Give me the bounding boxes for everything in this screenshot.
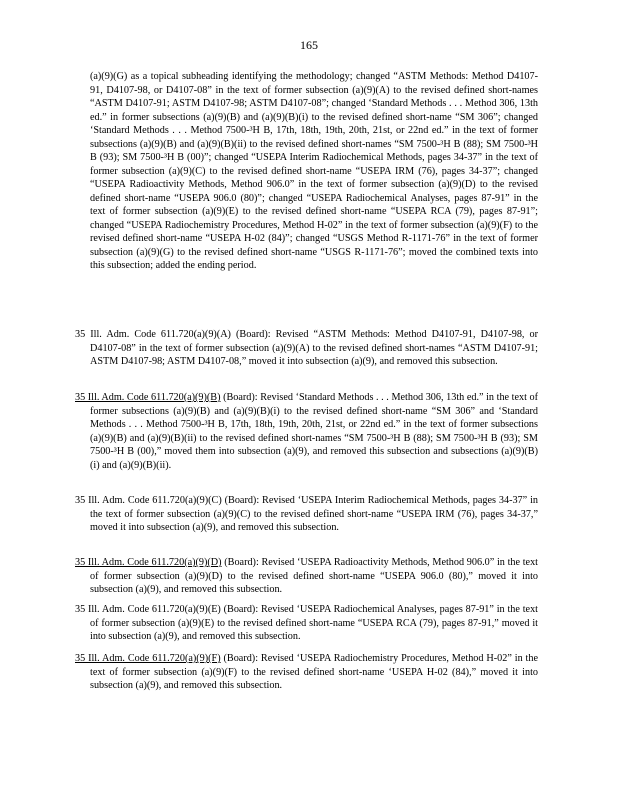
page-number: 165	[300, 38, 318, 52]
entry-citation: 35 Ill. Adm. Code 611.720(a)(9)(A)	[75, 329, 231, 340]
entry-citation: 35 Ill. Adm. Code 611.720(a)(9)(C)	[75, 495, 222, 506]
entry-9b	[75, 391, 538, 472]
entry-body: (Board): Revised ‘USEPA Radiochemical Analyses, pages 87-91” in the text of former subsection (a)(9)(E) to the revised defined short-name “USEPA RCA (79), pages 87-91,” moved it into subsection (a)(9), and removed this subsection.	[90, 604, 539, 642]
entry-9e	[75, 603, 538, 644]
entry-9a	[75, 328, 538, 369]
entry-9f	[75, 652, 538, 693]
entry-body: (Board): Revised “ASTM Methods: Method D4107-91, D4107-98, or D4107-08” in the text of former subsection (a)(9)(A) to the revised defined short-names “ASTM D4107-91; ASTM D4107-98; ASTM D4107-08,” moved it into subsection (a)(9), and removed this subsection.	[90, 329, 539, 367]
intro-paragraph: (a)(9)(G) as a topical subheading identifying the methodology; changed “ASTM Methods: Method D4107-91, D4107-98, or D4107-08” in the text of former subsection (a)(9)(A) to the revised defined short-names “ASTM D4107-91; ASTM D4107-98; ASTM D4107-08”; changed ‘Standard Methods . . . Method 306, 13th ed.” in former subsections (a)(9)(B) and (a)(9)(B)(i) to the revised defined short-name “SM 306”; changed ‘Standard Methods . . . Method 7500-³H B, 17th, 18th, 19th, 20th, 21st, or 22nd ed.” in the text of former subsections (a)(9)(B) and (a)(9)(B)(ii) to the revised defined short-names “SM 7500-³H B (88); SM 7500-³H B (93); SM 7500-³H B (00)”; changed “USEPA Interim Radiochemical Methods, pages 34-37” in the text of former subsection (a)(9)(C) to the revised defined short-name “USEPA IRM (76), pages 34-37”; changed “USEPA Radioactivity Methods, Method 906.0” in the text of former subsection (a)(9)(D) to the revised defined short-name “USEPA 906.0 (80)”; changed “USEPA Radiochemical Analyses, pages 87-91” in the text of former subsection (a)(9)(E) to the revised defined short-name “USEPA RCA (79), pages 87-91”; changed “USEPA Radiochemistry Procedures, Method H-02” in the text of former subsection (a)(9)(F) to the revised defined short-name “USEPA H-02 (84)”; changed “USGS Method R-1171-76” in the text of former subsection (a)(9)(G) to the revised defined short-name “USGS R-1171-76”; moved the combined texts into this subsection; added the ending period.	[90, 71, 538, 271]
entry-body: (Board): Revised ‘Standard Methods . . . Method 306, 13th ed.” in the text of former subsections (a)(9)(B) and (a)(9)(B)(i) to the revised defined short-name “SM 306” and ‘Standard Methods . . . Method 7500-³H B, 17th, 18th, 19th, 20th, 21st, or 22nd ed.” in the text of former subsections (a)(9)(B) and (a)(9)(B)(ii) to the revised defined short-names “SM 7500-³H B (88); SM 7500-³H B (93); SM 7500-³H B (00),” moved them into subsection (a)(9), and removed this subsection and subsections (a)(9)(B)(i) and (a)(9)(B)(ii).	[90, 392, 538, 471]
entry-body: (Board): Revised ‘USEPA Radiochemistry Procedures, Method H-02” in the text of former subsection (a)(9)(F) to the revised defined short-name ‘USEPA H-02 (84),” moved it into subsection (a)(9), and removed this subsection.	[90, 653, 539, 691]
entry-citation: 35 Ill. Adm. Code 611.720(a)(9)(B)	[75, 392, 221, 403]
entry-body: (Board): Revised ‘USEPA Interim Radiochemical Methods, pages 34-37” in the text of former subsection (a)(9)(C) to the revised defined short-name “USEPA IRM (76), pages 34-37,” moved it into subsection (a)(9), and removed this subsection.	[90, 495, 538, 533]
entry-9d	[75, 556, 538, 597]
entry-citation: 35 Ill. Adm. Code 611.720(a)(9)(D)	[75, 557, 222, 568]
entry-9c	[75, 494, 538, 535]
entry-citation: 35 Ill. Adm. Code 611.720(a)(9)(E)	[75, 604, 221, 615]
entry-citation: 35 Ill. Adm. Code 611.720(a)(9)(F)	[75, 653, 221, 664]
entry-body: (Board): Revised ‘USEPA Radioactivity Methods, Method 906.0” in the text of former subsection (a)(9)(D) to the revised defined short-name “USEPA 906.0 (80),” moved it into subsection (a)(9), and removed this subsection.	[90, 557, 539, 595]
